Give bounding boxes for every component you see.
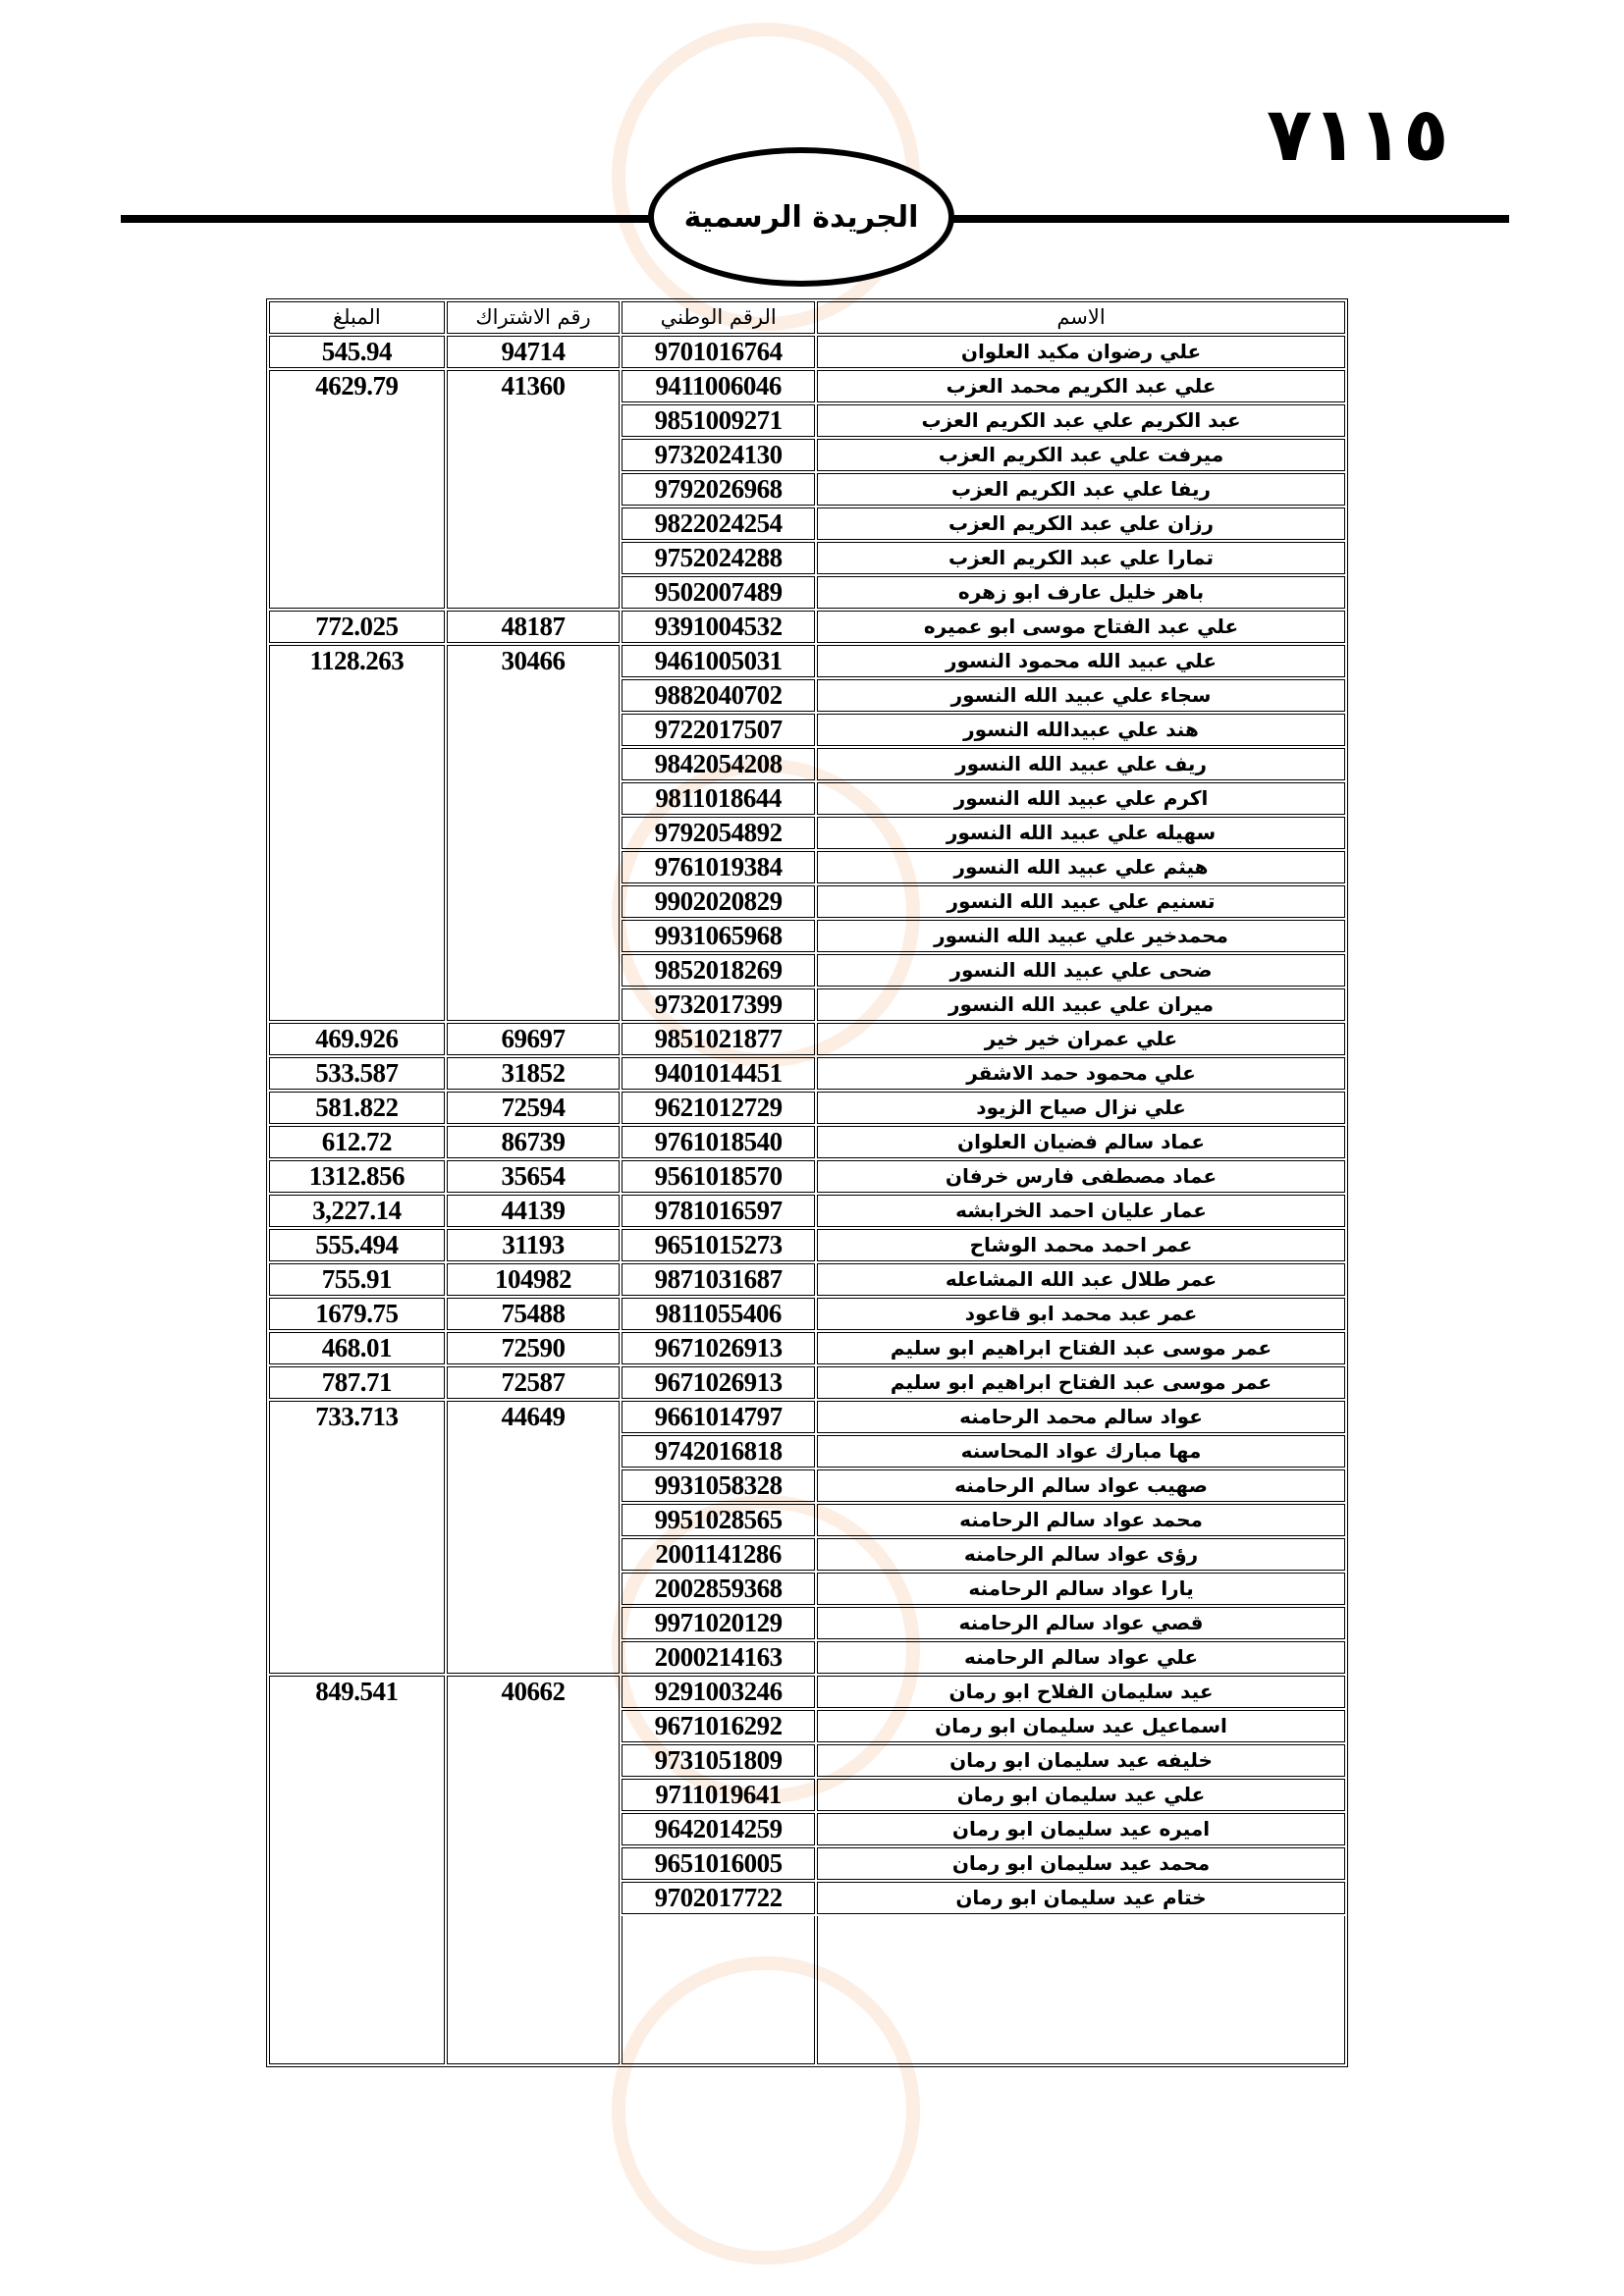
national-id-cell: 9561018570: [622, 1160, 815, 1193]
name-cell: علي عبد الفتاح موسى ابو عميره: [817, 611, 1345, 643]
national-id-cell: 9752024288: [622, 542, 815, 574]
subscription-cell: 69697: [447, 1023, 621, 1055]
national-id-cell: 9842054208: [622, 748, 815, 780]
table-row: [269, 1057, 1345, 1090]
amount-cell: 849.541: [269, 1676, 445, 2064]
national-id-cell: 9851009271: [622, 404, 815, 437]
table-row: [269, 1195, 1345, 1227]
national-id-cell: 9391004532: [622, 611, 815, 643]
name-cell: عماد سالم فضيان العلوان: [817, 1126, 1345, 1158]
subscription-cell: 31852: [447, 1057, 621, 1090]
name-cell: هيثم علي عبيد الله النسور: [817, 851, 1345, 883]
table-row: [269, 1676, 1345, 1708]
subscription-cell: 72594: [447, 1092, 621, 1124]
table-row: [269, 1263, 1345, 1296]
name-cell: اسماعيل عيد سليمان ابو رمان: [817, 1710, 1345, 1742]
amount-cell: 1128.263: [269, 645, 445, 1021]
national-id-cell: 9732024130: [622, 439, 815, 471]
national-id-cell: 9621012729: [622, 1092, 815, 1124]
name-cell: رزان علي عبد الكريم العزب: [817, 507, 1345, 540]
national-id-cell: 9642014259: [622, 1813, 815, 1845]
national-id-cell: 9502007489: [622, 576, 815, 609]
name-cell: عمار عليان احمد الخرابشه: [817, 1195, 1345, 1227]
name-cell: باهر خليل عارف ابو زهره: [817, 576, 1345, 609]
amount-cell: 755.91: [269, 1263, 445, 1296]
name-cell: صهيب عواد سالم الرحامنه: [817, 1469, 1345, 1502]
column-header-subscription: رقم الاشتراك: [447, 301, 621, 334]
subscription-cell: 75488: [447, 1298, 621, 1330]
payments-table: [266, 298, 1348, 2067]
subscription-cell: 44139: [447, 1195, 621, 1227]
name-cell: عمر موسى عبد الفتاح ابراهيم ابو سليم: [817, 1366, 1345, 1399]
national-id-cell: 9811055406: [622, 1298, 815, 1330]
national-id-cell: 9792026968: [622, 473, 815, 506]
subscription-cell: 104982: [447, 1263, 621, 1296]
name-cell: محمدخير علي عبيد الله النسور: [817, 920, 1345, 952]
name-cell: تسنيم علي عبيد الله النسور: [817, 885, 1345, 918]
name-cell: رؤى عواد سالم الرحامنه: [817, 1538, 1345, 1571]
table-row: [269, 1332, 1345, 1364]
name-cell: عبد الكريم علي عبد الكريم العزب: [817, 404, 1345, 437]
national-id-cell: 9792054892: [622, 817, 815, 849]
national-id-cell: 9761019384: [622, 851, 815, 883]
national-id-cell: 9822024254: [622, 507, 815, 540]
amount-cell: 612.72: [269, 1126, 445, 1158]
publication-title: الجريدة الرسمية: [683, 199, 919, 235]
national-id-cell: 9931065968: [622, 920, 815, 952]
empty-cell: [817, 1916, 1345, 2064]
subscription-cell: 48187: [447, 611, 621, 643]
amount-cell: 581.822: [269, 1092, 445, 1124]
name-cell: علي عبد الكريم محمد العزب: [817, 370, 1345, 402]
name-cell: يارا عواد سالم الرحامنه: [817, 1573, 1345, 1605]
name-cell: ختام عيد سليمان ابو رمان: [817, 1882, 1345, 1914]
column-header-name: الاسم: [817, 301, 1345, 334]
national-id-cell: 9951028565: [622, 1504, 815, 1536]
subscription-cell: 41360: [447, 370, 621, 609]
amount-cell: 1679.75: [269, 1298, 445, 1330]
name-cell: عمر احمد محمد الوشاح: [817, 1229, 1345, 1261]
table-header-row: [269, 301, 1345, 334]
national-id-cell: 2002859368: [622, 1573, 815, 1605]
name-cell: عمر عبد محمد ابو قاعود: [817, 1298, 1345, 1330]
national-id-cell: 2001141286: [622, 1538, 815, 1571]
name-cell: عماد مصطفى فارس خرفان: [817, 1160, 1345, 1193]
subscription-cell: 40662: [447, 1676, 621, 2064]
national-id-cell: 9651015273: [622, 1229, 815, 1261]
name-cell: ميران علي عبيد الله النسور: [817, 988, 1345, 1021]
amount-cell: 533.587: [269, 1057, 445, 1090]
subscription-cell: 72587: [447, 1366, 621, 1399]
national-id-cell: 9902020829: [622, 885, 815, 918]
name-cell: علي عيد سليمان ابو رمان: [817, 1779, 1345, 1811]
empty-cell: [622, 1916, 815, 2064]
name-cell: خليفه عيد سليمان ابو رمان: [817, 1744, 1345, 1777]
column-header-national-id: الرقم الوطني: [622, 301, 815, 334]
name-cell: محمد عيد سليمان ابو رمان: [817, 1847, 1345, 1880]
national-id-cell: 9931058328: [622, 1469, 815, 1502]
name-cell: عمر طلال عبد الله المشاعله: [817, 1263, 1345, 1296]
amount-cell: 1312.856: [269, 1160, 445, 1193]
name-cell: قصي عواد سالم الرحامنه: [817, 1607, 1345, 1639]
amount-cell: 545.94: [269, 336, 445, 368]
name-cell: سجاء علي عبيد الله النسور: [817, 679, 1345, 712]
national-id-cell: 9732017399: [622, 988, 815, 1021]
name-cell: علي عبيد الله محمود النسور: [817, 645, 1345, 677]
national-id-cell: 9711019641: [622, 1779, 815, 1811]
table-row: [269, 645, 1345, 677]
name-cell: محمد عواد سالم الرحامنه: [817, 1504, 1345, 1536]
national-id-cell: 9781016597: [622, 1195, 815, 1227]
amount-cell: 468.01: [269, 1332, 445, 1364]
name-cell: علي نزال صياح الزيود: [817, 1092, 1345, 1124]
name-cell: علي عواد سالم الرحامنه: [817, 1641, 1345, 1674]
name-cell: سهيله علي عبيد الله النسور: [817, 817, 1345, 849]
name-cell: عيد سليمان الفلاح ابو رمان: [817, 1676, 1345, 1708]
name-cell: اميره عيد سليمان ابو رمان: [817, 1813, 1345, 1845]
national-id-cell: 2000214163: [622, 1641, 815, 1674]
national-id-cell: 9401014451: [622, 1057, 815, 1090]
table-row: [269, 1023, 1345, 1055]
national-id-cell: 9671016292: [622, 1710, 815, 1742]
national-id-cell: 9671026913: [622, 1366, 815, 1399]
table-body: [269, 336, 1345, 2064]
amount-cell: 4629.79: [269, 370, 445, 609]
table-row: [269, 1126, 1345, 1158]
name-cell: تمارا علي عبد الكريم العزب: [817, 542, 1345, 574]
amount-cell: 555.494: [269, 1229, 445, 1261]
name-cell: اكرم علي عبيد الله النسور: [817, 782, 1345, 815]
page-number: ٧١١٥: [1267, 90, 1449, 178]
table-row: [269, 611, 1345, 643]
amount-cell: 469.926: [269, 1023, 445, 1055]
national-id-cell: 9461005031: [622, 645, 815, 677]
name-cell: مها مبارك عواد المحاسنه: [817, 1435, 1345, 1468]
name-cell: علي رضوان مكيد العلوان: [817, 336, 1345, 368]
table-row: [269, 1366, 1345, 1399]
name-cell: ضحى علي عبيد الله النسور: [817, 954, 1345, 987]
national-id-cell: 9701016764: [622, 336, 815, 368]
table-row: [269, 1229, 1345, 1261]
name-cell: علي محمود حمد الاشقر: [817, 1057, 1345, 1090]
name-cell: عمر موسى عبد الفتاح ابراهيم ابو سليم: [817, 1332, 1345, 1364]
national-id-cell: 9852018269: [622, 954, 815, 987]
subscription-cell: 94714: [447, 336, 621, 368]
national-id-cell: 9761018540: [622, 1126, 815, 1158]
amount-cell: 3,227.14: [269, 1195, 445, 1227]
national-id-cell: 9661014797: [622, 1401, 815, 1433]
national-id-cell: 9851021877: [622, 1023, 815, 1055]
national-id-cell: 9811018644: [622, 782, 815, 815]
national-id-cell: 9671026913: [622, 1332, 815, 1364]
subscription-cell: 44649: [447, 1401, 621, 1674]
table-row: [269, 1401, 1345, 1433]
national-id-cell: 9731051809: [622, 1744, 815, 1777]
table-row: [269, 370, 1345, 402]
table-row: [269, 336, 1345, 368]
amount-cell: 787.71: [269, 1366, 445, 1399]
name-cell: ريف علي عبيد الله النسور: [817, 748, 1345, 780]
table-row: [269, 1160, 1345, 1193]
subscription-cell: 86739: [447, 1126, 621, 1158]
name-cell: عواد سالم محمد الرحامنه: [817, 1401, 1345, 1433]
column-header-amount: المبلغ: [269, 301, 445, 334]
subscription-cell: 35654: [447, 1160, 621, 1193]
national-id-cell: 9651016005: [622, 1847, 815, 1880]
publication-title-badge: [648, 147, 954, 287]
national-id-cell: 9411006046: [622, 370, 815, 402]
national-id-cell: 9742016818: [622, 1435, 815, 1468]
amount-cell: 772.025: [269, 611, 445, 643]
national-id-cell: 9971020129: [622, 1607, 815, 1639]
name-cell: ميرفت علي عبد الكريم العزب: [817, 439, 1345, 471]
national-id-cell: 9722017507: [622, 714, 815, 746]
national-id-cell: 9871031687: [622, 1263, 815, 1296]
subscription-cell: 72590: [447, 1332, 621, 1364]
name-cell: علي عمران خير خير: [817, 1023, 1345, 1055]
table-row: [269, 1298, 1345, 1330]
table-row: [269, 1092, 1345, 1124]
name-cell: هند علي عبيدالله النسور: [817, 714, 1345, 746]
name-cell: ريفا علي عبد الكريم العزب: [817, 473, 1345, 506]
amount-cell: 733.713: [269, 1401, 445, 1674]
national-id-cell: 9882040702: [622, 679, 815, 712]
national-id-cell: 9291003246: [622, 1676, 815, 1708]
national-id-cell: 9702017722: [622, 1882, 815, 1914]
subscription-cell: 30466: [447, 645, 621, 1021]
subscription-cell: 31193: [447, 1229, 621, 1261]
